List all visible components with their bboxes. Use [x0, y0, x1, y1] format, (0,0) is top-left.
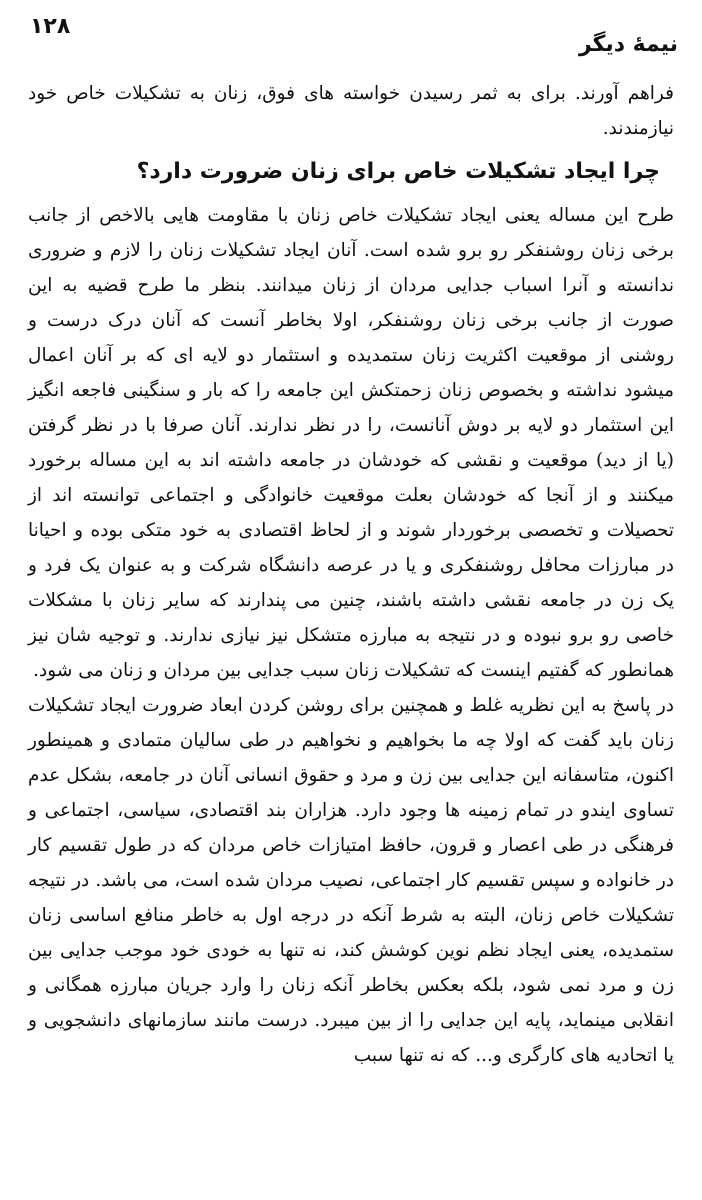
continued-paragraph: فراهم آورند. برای به ثمر رسیدن خواسته های فوق، زنان به تشکیلات خاص خود نیازمندند.	[28, 83, 674, 139]
page-header	[30, 14, 678, 57]
running-title: نیمۀ دیگر	[578, 32, 678, 57]
paragraph-1: طرح این مساله یعنی ایجاد تشکیلات خاص زنان با مقاومت هایی بالاخص از جانب برخی زنان روشنفکر رو برو شده است. آنان ایجاد تشکیلات زنان را لازم و ضروری ندانسته و آنرا اسباب جدایی مردان از زنان میدانند. بنظر ما طرح قضیه به این صورت از جانب برخی زنان روشنفکر، اولا بخاطر آنست که آنان درک درست و روشنی از موقعیت اکثریت زنان ستمدیده و استثمار دو لایه ای که بر آنان اعمال میشود نداشته و بخصوص زنان زحمتکش این جامعه را که بار و سنگینی فاجعه انگیز این استثمار دو لایه بر دوش آنانست، را در نظر ندارند. آنان صرفا با در نظر گرفتن (یا از دید) موقعیت و نقشی که خودشان در جامعه داشته اند به این مساله برخورد میکنند و از آنجا که خودشان بعلت موقعیت خانوادگی و اجتماعی توانسته اند از تحصیلات و تخصصی برخوردار شوند و از لحاظ اقتصادی به خود متکی بوده و احیانا در مبارزات محافل روشنفکری و یا در عرصه دانشگاه شرکت و به عنوان یک فرد و یک زن در جامعه نقشی داشته باشند، چنین می پندارند که سایر زنان با مشکلات خاصی رو برو نبوده و در نتیجه به مبارزه متشکل نیز نیازی ندارند. و توجیه شان نیز همانطور که گفتیم اینست که تشکیلات زنان سبب جدایی بین مردان و زنان می شود.	[28, 205, 674, 681]
section-heading: چرا ایجاد تشکیلات خاص برای زنان ضرورت دارد؟	[136, 159, 660, 184]
page-number: ۱۲۸	[30, 14, 71, 39]
page-body	[28, 76, 674, 1073]
paragraph-2: در پاسخ به این نظریه غلط و همچنین برای روشن کردن ابعاد ضرورت ایجاد تشکیلات زنان باید گفت که اولا چه ما بخواهیم و نخواهیم در طی سالیان متمادی و همینطور اکنون، متاسفانه این جدایی بین زن و مرد و حقوق انسانی آنان در جامعه، بشکل عدم تساوی ایندو در تمام زمینه ها وجود دارد. هزاران بند اقتصادی، سیاسی، اجتماعی و فرهنگی در طی اعصار و قرون، حافظ امتیازات خاص مردان که در طول تقسیم کار در خانواده و سپس تقسیم کار اجتماعی، نصیب مردان شده است، می باشد. در نتیجه تشکیلات خاص زنان، البته به شرط آنکه در درجه اول به خاطر منافع اساسی زنان ستمدیده، یعنی ایجاد نظم نوین کوشش کند، نه تنها به خودی خود موجب جدایی بین زن و مرد نمی شود، بلکه بعکس بخاطر آنکه زنان را وارد جریان مبارزه همگانی و انقلابی مینماید، پایه این جدایی را از بین میبرد. درست مانند سازمانهای دانشجویی و یا اتحادیه های کارگری و... که نه تنها سبب	[28, 695, 674, 1066]
